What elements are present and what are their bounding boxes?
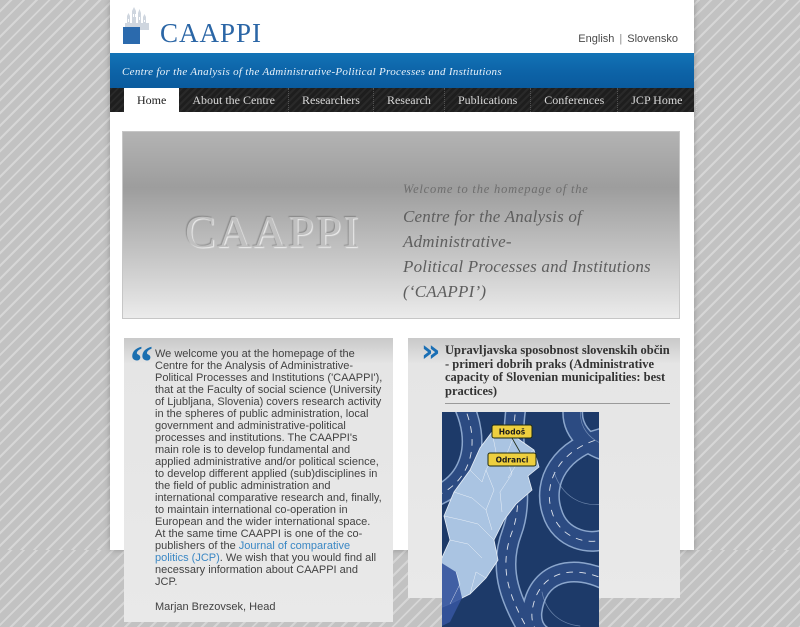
tagline-bar xyxy=(110,53,694,88)
map-label-odranci: Odranci xyxy=(495,455,529,465)
intro-box xyxy=(124,338,393,622)
tab-conferences[interactable]: Conferences xyxy=(531,88,618,112)
jcp-journal-link[interactable]: Journal of comparative politics (JCP) xyxy=(155,540,351,564)
hero-title-line1: Centre for the Analysis of Administrative- xyxy=(403,207,582,251)
tab-publications[interactable]: Publications xyxy=(445,88,531,112)
hero-title-line2: Political Processes and Institutions (‘CAAPPI’) xyxy=(403,257,651,301)
map-label-hodos: Hodoš xyxy=(498,427,526,437)
page-container xyxy=(110,0,694,613)
language-switcher xyxy=(578,33,678,45)
site-header xyxy=(110,0,694,53)
logo-square xyxy=(123,27,140,44)
hero-title xyxy=(403,204,679,304)
feature-divider xyxy=(445,403,670,404)
intro-text-after-link: . We wish that you would find all necessary information about CAAPPI and JCP. xyxy=(155,552,377,588)
tab-jcp-home[interactable]: JCP Home xyxy=(618,88,696,112)
hero-welcome-line: Welcome to the homepage of the xyxy=(403,182,589,196)
double-chevron-icon: » xyxy=(421,334,441,369)
hero-banner xyxy=(122,131,680,319)
caappi-logo[interactable] xyxy=(122,6,164,48)
main-navigation xyxy=(110,88,694,112)
intro-paragraph xyxy=(155,348,383,588)
slovenia-map-image[interactable] xyxy=(442,412,599,627)
quote-icon: “ xyxy=(130,336,153,387)
language-link-english[interactable]: English xyxy=(578,33,615,45)
brand-title[interactable]: CAAPPI xyxy=(160,18,263,48)
tagline-text: Centre for the Analysis of the Administrative-Political Processes and Institutions xyxy=(122,66,502,78)
tab-research[interactable]: Research xyxy=(374,88,445,112)
feature-box xyxy=(408,334,680,598)
tab-about-the-centre[interactable]: About the Centre xyxy=(179,88,289,112)
intro-text-before-link: We welcome you at the homepage of the Centre for the Analysis of Administrative-Political Processes and Institutions ('CAAPPI'), that at the Faculty of social science (University of Ljubljana, Slovenia) covers research activity in the spheres of public administration, local government and administrative-political processes and institutions. The CAAPPI's main role is to develop fundamental and applied administrative and/or political science, to develop different applied (sub)disciplines in the field of public administration and international comparative research and, finally, to maintain international co-operation in European and the wider international space. At the same time CAAPPI is one of the co-publishers of the xyxy=(155,348,383,552)
feature-title[interactable]: Upravljavska sposobnost slovenskih občin - primeri dobrih praks (Administrative capacity of Slovenian municipalities: best practices) xyxy=(445,343,670,398)
tab-home[interactable]: Home xyxy=(124,88,179,116)
hero-watermark: CAAPPI xyxy=(185,206,361,257)
language-link-slovensko[interactable]: Slovensko xyxy=(627,33,678,45)
language-separator: | xyxy=(619,33,623,45)
tab-researchers[interactable]: Researchers xyxy=(289,88,374,112)
signature: Marjan Brezovsek, Head xyxy=(155,601,276,613)
